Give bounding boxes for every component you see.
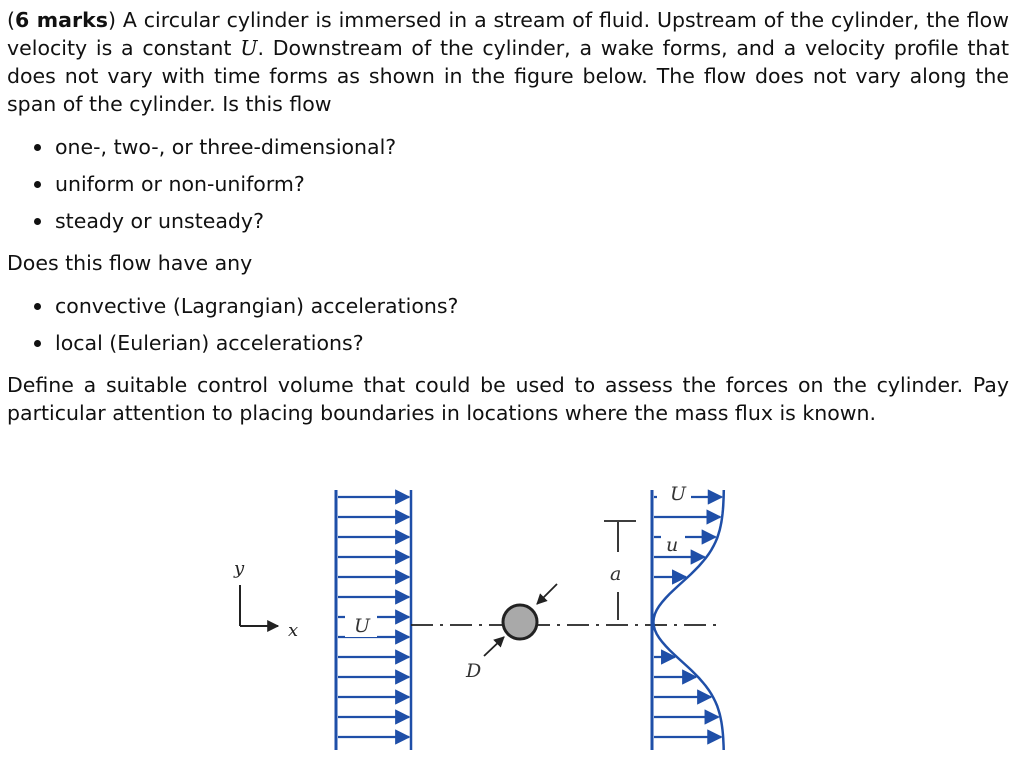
list-item <box>34 129 1009 166</box>
y-axis-label: y <box>234 558 245 579</box>
offset-dimension <box>604 521 636 620</box>
velocity-symbol: U <box>240 36 258 60</box>
list-item-text: one-, two-, or three-dimensional? <box>55 135 397 159</box>
wake-local-velocity-label: u <box>666 534 679 556</box>
list-item-text: local (Eulerian) accelerations? <box>55 331 364 355</box>
list-item-text: uniform or non-uniform? <box>55 172 305 196</box>
cylinder <box>465 584 557 682</box>
offset-label: a <box>610 563 622 585</box>
diameter-arrow-bottom <box>484 637 504 656</box>
intro-paragraph: (6 marks) A circular cylinder is immersed in a stream of fluid. Upstream of the cylinder, the flow velocity is a constant U. Downstream of the cylinder, a wake forms, and a velocity profile that does not vary with time forms as shown in the figure below. The flow does not vary along the span of the cylinder. Is this flow <box>7 8 1009 116</box>
bullet-icon <box>34 218 41 225</box>
flow-figure <box>220 470 760 760</box>
x-axis-label: x <box>288 620 299 641</box>
list-item <box>34 288 1009 325</box>
list-item-text: convective (Lagrangian) accelerations? <box>55 294 459 318</box>
wake-profile <box>652 482 724 750</box>
question-text <box>7 6 1009 427</box>
marks-label: 6 marks <box>15 8 108 32</box>
diameter-arrow-top <box>537 584 557 604</box>
cylinder-body <box>503 605 537 639</box>
upstream-velocity-label: U <box>354 615 371 637</box>
bullet-icon <box>34 181 41 188</box>
bullet-icon <box>34 303 41 310</box>
list-item <box>34 203 1009 240</box>
axis-indicator <box>233 558 298 641</box>
list-item <box>34 325 1009 362</box>
intro-text-b: . Downstream of the cylinder, a wake forms, and a velocity profile that does not vary with time forms as shown in the figure below. The flow does not vary along the span of the cylinder. Is this flow <box>7 36 1009 116</box>
bullet-icon <box>34 144 41 151</box>
question-paragraph-3: Define a suitable control volume that could be used to assess the forces on the cylinder. Pay particular attention to placing boundaries in locations where the mass flux is known. <box>7 373 1009 425</box>
question-paragraph-2: Does this flow have any <box>7 251 253 275</box>
intro-text-a: A circular cylinder is immersed in a stream of fluid. Upstream of the cylinder, the flow velocity is a constant <box>7 8 1009 60</box>
wake-profile-curve <box>653 490 723 750</box>
list-item-text: steady or unsteady? <box>55 209 264 233</box>
wake-arrows <box>654 497 722 737</box>
diameter-label: D <box>466 660 482 682</box>
question-list-1 <box>7 129 1009 240</box>
question-list-2 <box>7 288 1009 362</box>
upstream-profile <box>336 490 411 750</box>
bullet-icon <box>34 340 41 347</box>
wake-freestream-label: U <box>670 483 687 505</box>
list-item <box>34 166 1009 203</box>
